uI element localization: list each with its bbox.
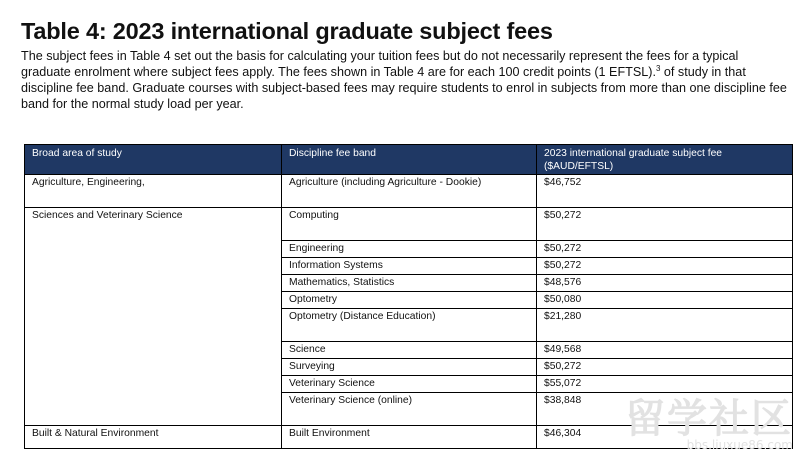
fee-cell: $50,272 <box>537 258 793 275</box>
fee-cell: $55,072 <box>537 376 793 393</box>
discipline-cell: Built Environment <box>282 426 537 449</box>
watermark <box>625 396 793 452</box>
discipline-cell: Optometry <box>282 292 537 309</box>
discipline-cell: Surveying <box>282 359 537 376</box>
discipline-cell: Optometry (Distance Education) <box>282 309 537 342</box>
broad-area-cell: Sciences and Veterinary Science <box>25 208 282 426</box>
discipline-cell: Veterinary Science (online) <box>282 393 537 426</box>
intro-text: The subject fees in Table 4 set out the basis for calculating your tuition fees but do not necessarily represent the fees for a typical graduate enrolment where subject fees apply. The fees shown in Table 4 are for each 100 credit points (1 EFTSL). <box>21 49 739 80</box>
discipline-cell: Engineering <box>282 241 537 258</box>
table-row <box>25 208 793 241</box>
discipline-cell: Agriculture (including Agriculture - Dookie) <box>282 175 537 208</box>
table-header-row <box>25 145 793 175</box>
discipline-cell: Computing <box>282 208 537 241</box>
watermark-url: bbs.liuxue86.com <box>686 438 793 452</box>
broad-area-cell: Built & Natural Environment <box>25 426 282 449</box>
fee-cell: $50,272 <box>537 208 793 241</box>
header-fee: 2023 international graduate subject fee ($AUD/EFTSL) <box>537 145 793 175</box>
fee-cell: $50,080 <box>537 292 793 309</box>
header-broad-area: Broad area of study <box>25 145 282 175</box>
discipline-cell: Mathematics, Statistics <box>282 275 537 292</box>
fee-cell: $49,568 <box>537 342 793 359</box>
discipline-cell: Veterinary Science <box>282 376 537 393</box>
fee-cell: $38,848 <box>537 393 793 426</box>
broad-area-cell: Agriculture, Engineering, <box>25 175 282 208</box>
discipline-cell: Information Systems <box>282 258 537 275</box>
fee-cell: $21,280 <box>537 309 793 342</box>
fee-cell: $46,752 <box>537 175 793 208</box>
fee-cell: $50,272 <box>537 359 793 376</box>
discipline-cell: Science <box>282 342 537 359</box>
header-discipline-band: Discipline fee band <box>282 145 537 175</box>
intro-paragraph <box>21 48 791 112</box>
watermark-logo-text: 留学社区 <box>625 396 793 442</box>
fee-cell: $50,272 <box>537 241 793 258</box>
table-row <box>25 175 793 208</box>
intro-text-cont: of study in that discipline fee band. Graduate courses with subject-based fees may require students to enrol in subjects from more than one discipline fee band for the normal study load per year. <box>21 65 787 112</box>
page-title: Table 4: 2023 international graduate subject fees <box>21 18 553 44</box>
footnote-ref: 3 <box>655 63 661 73</box>
fee-cell: $48,576 <box>537 275 793 292</box>
fee-cell: $46,304 <box>537 426 793 449</box>
